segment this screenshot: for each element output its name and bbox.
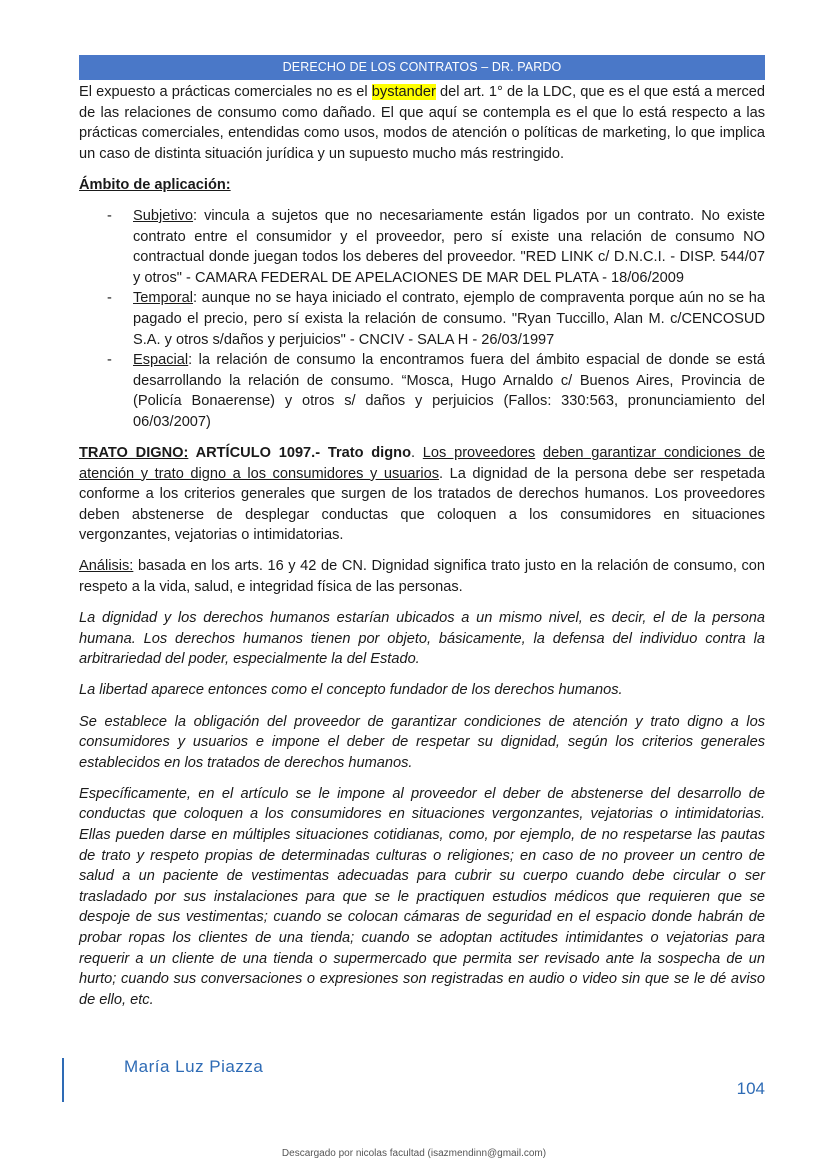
footer-divider [62,1058,64,1102]
article-title: ARTÍCULO 1097.- Trato digno [188,445,411,461]
list-dash: - [107,352,112,369]
list-item-espacial: - Espacial: la relación de consumo la encontramos fuera del ámbito espacial de donde se está desarrollando la relación de consumo. “Mosca, Hugo Arnaldo c/ Buenos Aires, Provincia de (Policía Bonaerense) y otros s/ daños y perjuicios (Fallos: 330:563, pronunciamiento del 06/03/2007) [107,352,765,430]
list-dash: - [107,290,112,307]
list-item-temporal: - Temporal: aunque no se haya iniciado el contrato, ejemplo de compraventa porque aún no se ha pagado el precio, pero sí exista la relación de consumo. "Ryan Tuccillo, Alan M. c/CENCOSUD S.A. y otros s/daños y perjuicios" - CNCIV - SALA H - 26/03/1997 [107,290,765,348]
download-note: Descargado por nicolas facultad (isazmendinn@gmail.com) [281,1148,547,1159]
italic-paragraph-2: La libertad aparece entonces como el concepto fundador de los derechos humanos. [79,682,623,699]
list-item-term: Subjetivo [133,207,194,224]
document-body [79,82,765,1021]
list-item-subjetivo: - Subjetivo: vincula a sujetos que no necesariamente están ligados por un contrato. No existe contrato entre el consumidor y el proveedor, pero sí existe una relación de consumo NO contractual donde juegan todos los deberes del proveedor. "RED LINK c/ D.N.C.I. - DISP. 544/07 y otros" - CAMARA FEDERAL DE APELACIONES DE MAR DEL PLATA - 18/06/2009 [107,207,765,286]
analisis-label: Análisis: [79,558,134,575]
list-item-term: Temporal [133,290,194,307]
list-dash: - [107,207,112,224]
ambito-list [79,206,765,433]
page-number: 104 [736,1079,765,1098]
footer-author: María Luz Piazza [124,1057,264,1076]
italic-paragraph-3: Se establece la obligación del proveedor de garantizar condiciones de atención y trato digno a los consumidores y usuarios e impone el deber de respetar su dignidad, según los criterios generales establecidos en los tratados de derechos humanos. [79,713,765,771]
list-item-term: Espacial [133,352,189,369]
italic-paragraph-4: Específicamente, en el artículo se le impone al proveedor el deber de abstenerse del desarrollo de conductas que coloquen a los consumidores en situaciones vergonzantes, vejatorias o intimidatorias. Ellas pueden darse en múltiples situaciones cotidianas, como, por ejemplo, de no respetarse las pautas de trato y respeto propias de determinadas culturas o religiones; en caso de no proveer un centro de salud a un paciente de vestimentas adecuadas para cubrir su cuerpo cuando debe circular o ser trasladado por sus instalaciones para que se le practiquen estudios médicos que requieren que se despoje de sus vestimentas; cuando se colocan cámaras de seguridad en el espacio donde habrán de probar ropas los clientes de una tienda; cuando se adoptan actitudes intimidantes o vejatorias para requerir a un cliente de una tienda o supermercado que permita ser revisado ante la sospecha de un hurto; cuando sus conversaciones o expresiones son registradas en audio o video sin que se le dé aviso de ello, etc. [79,785,765,1008]
trato-digno-paragraph: TRATO DIGNO: ARTÍCULO 1097.- Trato digno. Los proveedores deben garantizar condiciones de atención y trato digno a los consumidores y usuarios. La dignidad de la persona debe ser respetada conforme a los criterios generales que surgen de los tratados de derechos humanos. Los proveedores deben abstenerse de desplegar conductas que coloquen a los consumidores en situaciones vergonzantes, vejatorias o intimidatorias. [79,445,765,544]
page-header: DERECHO DE LOS CONTRATOS – DR. PARDO [79,55,765,80]
ambito-heading: Ámbito de aplicación: [79,176,231,193]
trato-digno-label: TRATO DIGNO: [79,445,189,461]
intro-paragraph: El expuesto a prácticas comerciales no es el bystander del art. 1° de la LDC, que es el que está a merced de las relaciones de consumo como dañado. El que aquí se contempla es el que lo está respecto a las prácticas comerciales, entendidas como usos, modos de atención o políticas de marketing, lo que implica un caso de distinta situación jurídica y un supuesto mucho más restringido. [79,84,765,162]
highlighted-term: bystander [371,84,436,100]
analisis-paragraph: Análisis: basada en los arts. 16 y 42 de CN. Dignidad significa trato justo en la relación de consumo, con respeto a la vida, salud, e integridad física de las personas. [79,558,765,596]
italic-paragraph-1: La dignidad y los derechos humanos estarían ubicados a un mismo nivel, es decir, el de la persona humana. Los derechos humanos tienen por objeto, básicamente, la defensa del individuo contra la arbitrariedad del poder, especialmente la del Estado. [79,610,765,668]
